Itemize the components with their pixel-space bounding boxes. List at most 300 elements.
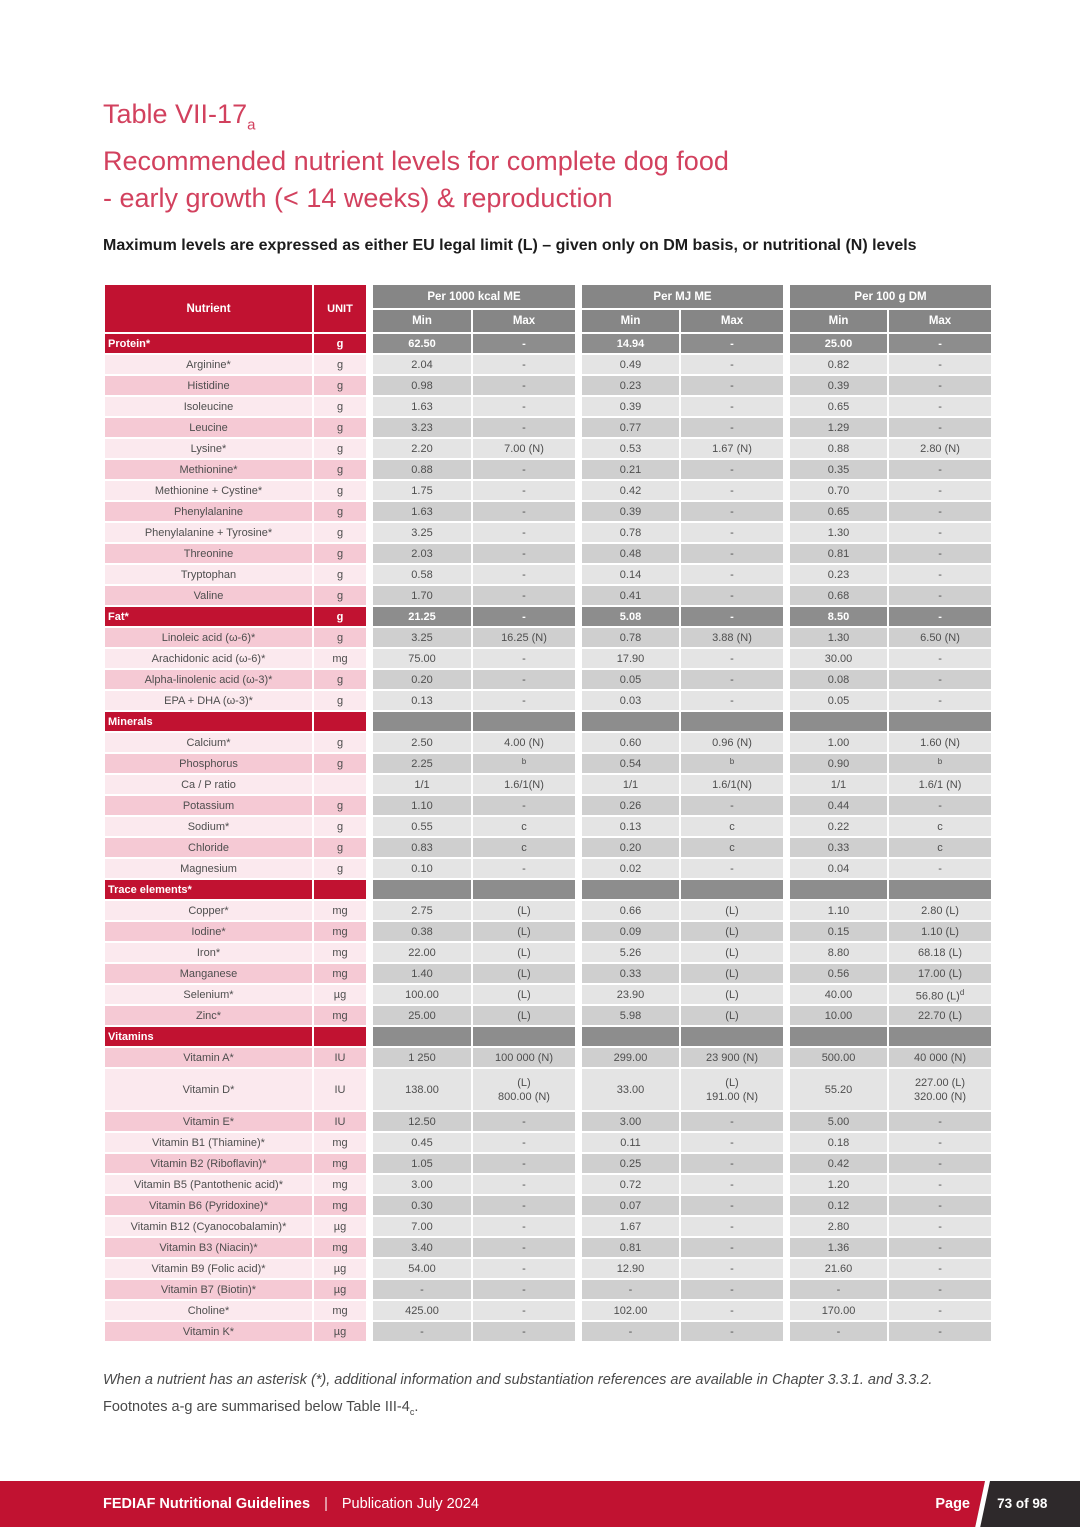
footer-separator: | <box>324 1496 328 1512</box>
table-row <box>105 1175 991 1194</box>
value-cell: - <box>889 334 991 353</box>
value-cell: 0.05 <box>577 670 679 689</box>
footer-brand: FEDIAF Nutritional Guidelines <box>103 1496 311 1512</box>
unit-cell: g <box>314 796 366 815</box>
value-cell: 0.07 <box>577 1196 679 1215</box>
value-cell: 1.05 <box>368 1154 471 1173</box>
value-cell <box>681 712 783 731</box>
value-cell: 2.80 <box>785 1217 887 1236</box>
value-cell: 0.42 <box>577 481 679 500</box>
nutrient-name-cell: Linoleic acid (ω-6)* <box>105 628 312 647</box>
table-row <box>105 1133 991 1152</box>
table-row <box>105 1238 991 1257</box>
value-cell: 40.00 <box>785 985 887 1004</box>
value-cell: 5.98 <box>577 1006 679 1025</box>
value-cell: (L) <box>473 901 575 920</box>
value-cell: 0.08 <box>785 670 887 689</box>
value-cell: 0.54 <box>577 754 679 773</box>
value-cell: - <box>889 502 991 521</box>
value-cell: 21.60 <box>785 1259 887 1278</box>
table-row <box>105 733 991 752</box>
value-cell <box>889 880 991 899</box>
value-cell: - <box>473 1133 575 1152</box>
unit-cell: mg <box>314 649 366 668</box>
nutrient-name-cell: Ca / P ratio <box>105 775 312 794</box>
table-row <box>105 775 991 794</box>
table-row <box>105 985 991 1004</box>
value-cell: 138.00 <box>368 1069 471 1110</box>
value-cell: c <box>681 817 783 836</box>
value-cell: 68.18 (L) <box>889 943 991 962</box>
value-cell: 1.10 <box>368 796 471 815</box>
value-cell: - <box>681 1196 783 1215</box>
value-cell: 1.10 <box>785 901 887 920</box>
value-cell: - <box>473 376 575 395</box>
value-cell <box>577 880 679 899</box>
value-cell: 1.29 <box>785 418 887 437</box>
value-cell: 3.40 <box>368 1238 471 1257</box>
table-number-line <box>103 96 979 143</box>
value-cell: 1.67 <box>577 1217 679 1236</box>
value-cell: 21.25 <box>368 607 471 626</box>
value-cell: 0.20 <box>368 670 471 689</box>
unit-cell: mg <box>314 1154 366 1173</box>
value-cell: - <box>368 1280 471 1299</box>
value-cell: - <box>473 796 575 815</box>
value-cell: 2.80 (N) <box>889 439 991 458</box>
nutrient-name-cell: Iron* <box>105 943 312 962</box>
value-cell: 3.88 (N) <box>681 628 783 647</box>
value-cell: 1.75 <box>368 481 471 500</box>
value-cell: 1/1 <box>785 775 887 794</box>
nutrient-name-cell: Phosphorus <box>105 754 312 773</box>
value-cell: c <box>889 838 991 857</box>
value-cell <box>785 1027 887 1046</box>
table-row <box>105 565 991 584</box>
footer-page-label: Page <box>935 1496 970 1512</box>
table-row <box>105 1069 991 1110</box>
table-row <box>105 1112 991 1131</box>
value-cell: b <box>473 754 575 773</box>
table-row <box>105 691 991 710</box>
nutrient-name-cell: Manganese <box>105 964 312 983</box>
unit-cell: mg <box>314 1133 366 1152</box>
value-cell: 0.03 <box>577 691 679 710</box>
value-cell: - <box>889 1322 991 1341</box>
table-row <box>105 901 991 920</box>
column-header-min: Min <box>577 310 679 332</box>
value-cell: - <box>681 1175 783 1194</box>
value-cell: - <box>681 565 783 584</box>
value-cell: 1 250 <box>368 1048 471 1067</box>
value-cell: (L) <box>473 964 575 983</box>
value-cell: 227.00 (L) 320.00 (N) <box>889 1069 991 1110</box>
value-cell: 0.48 <box>577 544 679 563</box>
value-cell: - <box>889 355 991 374</box>
value-cell: - <box>889 523 991 542</box>
value-cell: 1.6/1(N) <box>473 775 575 794</box>
nutrient-name-cell: Protein* <box>105 334 312 353</box>
value-cell: 0.13 <box>577 817 679 836</box>
value-cell: - <box>681 334 783 353</box>
value-cell: (L) <box>681 985 783 1004</box>
unit-cell: g <box>314 838 366 857</box>
nutrient-name-cell: Histidine <box>105 376 312 395</box>
table-row <box>105 1196 991 1215</box>
value-cell: 4.00 (N) <box>473 733 575 752</box>
value-cell <box>577 1027 679 1046</box>
nutrient-name-cell: Alpha-linolenic acid (ω-3)* <box>105 670 312 689</box>
footnote-italic: When a nutrient has an asterisk (*), additional information and substantiation references are available in Chapter 3.3.1. and 3.3.2. <box>103 1372 933 1389</box>
value-cell: 0.11 <box>577 1133 679 1152</box>
value-cell: - <box>577 1280 679 1299</box>
value-cell: - <box>889 670 991 689</box>
page-title <box>103 96 979 217</box>
unit-cell: IU <box>314 1069 366 1110</box>
value-cell: 0.15 <box>785 922 887 941</box>
table-row <box>105 1048 991 1067</box>
value-cell <box>889 1027 991 1046</box>
value-cell: 25.00 <box>368 1006 471 1025</box>
value-cell: 0.58 <box>368 565 471 584</box>
value-cell: 0.02 <box>577 859 679 878</box>
value-cell: - <box>473 1301 575 1320</box>
value-cell: - <box>681 544 783 563</box>
group-header-per-1000kcal: Per 1000 kcal ME <box>368 285 575 308</box>
value-cell: - <box>473 1259 575 1278</box>
value-cell: - <box>889 397 991 416</box>
value-cell: - <box>785 1280 887 1299</box>
nutrient-name-cell: Lysine* <box>105 439 312 458</box>
value-cell <box>368 880 471 899</box>
value-cell: b <box>681 754 783 773</box>
value-cell: 2.04 <box>368 355 471 374</box>
value-cell <box>681 1027 783 1046</box>
table-row <box>105 1027 991 1046</box>
value-cell: 30.00 <box>785 649 887 668</box>
value-cell: - <box>681 1322 783 1341</box>
nutrient-name-cell: Vitamin B2 (Riboflavin)* <box>105 1154 312 1173</box>
value-cell: 0.55 <box>368 817 471 836</box>
table-row <box>105 943 991 962</box>
unit-cell: µg <box>314 1217 366 1236</box>
group-header-per-100g-dm: Per 100 g DM <box>785 285 991 308</box>
value-cell: 33.00 <box>577 1069 679 1110</box>
nutrient-name-cell: Copper* <box>105 901 312 920</box>
value-cell: 40 000 (N) <box>889 1048 991 1067</box>
value-cell: 1.00 <box>785 733 887 752</box>
table-row <box>105 922 991 941</box>
value-cell: - <box>889 1175 991 1194</box>
nutrient-name-cell: Vitamin B1 (Thiamine)* <box>105 1133 312 1152</box>
table-row <box>105 418 991 437</box>
value-cell: 2.25 <box>368 754 471 773</box>
value-cell: - <box>681 376 783 395</box>
value-cell: 23 900 (N) <box>681 1048 783 1067</box>
value-cell: - <box>473 1175 575 1194</box>
value-cell: - <box>889 1154 991 1173</box>
value-cell: - <box>681 460 783 479</box>
value-cell: 3.25 <box>368 523 471 542</box>
nutrient-name-cell: Valine <box>105 586 312 605</box>
value-cell: 0.82 <box>785 355 887 374</box>
value-cell: 54.00 <box>368 1259 471 1278</box>
value-cell: 0.39 <box>577 397 679 416</box>
value-cell: (L) 191.00 (N) <box>681 1069 783 1110</box>
footnote-period: . <box>414 1399 419 1416</box>
footnote-regular: Footnotes a-g are summarised below Table III-4 <box>103 1399 410 1416</box>
value-cell: (L) <box>681 943 783 962</box>
value-cell: 17.00 (L) <box>889 964 991 983</box>
value-cell: - <box>889 418 991 437</box>
value-cell: 25.00 <box>785 334 887 353</box>
unit-cell: g <box>314 397 366 416</box>
value-cell: 0.78 <box>577 628 679 647</box>
table-row <box>105 712 991 731</box>
value-cell: 1.40 <box>368 964 471 983</box>
table-row <box>105 586 991 605</box>
table-row <box>105 397 991 416</box>
value-cell: 16.25 (N) <box>473 628 575 647</box>
table-row <box>105 670 991 689</box>
value-cell: - <box>681 1217 783 1236</box>
value-cell: 7.00 <box>368 1217 471 1236</box>
column-header-max: Max <box>681 310 783 332</box>
title-line-3: - early growth (< 14 weeks) & reproduction <box>103 183 613 214</box>
value-cell <box>785 712 887 731</box>
unit-cell: g <box>314 691 366 710</box>
value-cell: 0.53 <box>577 439 679 458</box>
unit-cell: g <box>314 859 366 878</box>
table-row <box>105 355 991 374</box>
value-cell: 6.50 (N) <box>889 628 991 647</box>
value-cell: 0.30 <box>368 1196 471 1215</box>
nutrient-name-cell: Vitamin B3 (Niacin)* <box>105 1238 312 1257</box>
unit-cell: mg <box>314 1238 366 1257</box>
value-cell <box>368 1027 471 1046</box>
value-cell: (L) <box>681 964 783 983</box>
unit-cell: g <box>314 733 366 752</box>
value-cell: 12.50 <box>368 1112 471 1131</box>
value-cell: - <box>473 670 575 689</box>
value-cell: 3.23 <box>368 418 471 437</box>
value-cell <box>681 880 783 899</box>
value-cell: 2.80 (L) <box>889 901 991 920</box>
value-cell: - <box>681 691 783 710</box>
value-cell <box>473 880 575 899</box>
value-cell: 3.00 <box>368 1175 471 1194</box>
unit-cell: g <box>314 439 366 458</box>
value-cell: 425.00 <box>368 1301 471 1320</box>
value-cell: - <box>681 1259 783 1278</box>
nutrient-name-cell: Phenylalanine + Tyrosine* <box>105 523 312 542</box>
column-header-unit: UNIT <box>314 285 366 332</box>
unit-cell: IU <box>314 1048 366 1067</box>
value-cell: 5.00 <box>785 1112 887 1131</box>
unit-cell: g <box>314 502 366 521</box>
table-number-subscript: a <box>247 116 256 134</box>
value-cell: 0.77 <box>577 418 679 437</box>
unit-cell: g <box>314 523 366 542</box>
nutrient-name-cell: Arachidonic acid (ω-6)* <box>105 649 312 668</box>
value-cell: 3.25 <box>368 628 471 647</box>
table-row <box>105 649 991 668</box>
value-cell: 1.30 <box>785 523 887 542</box>
value-cell: 0.14 <box>577 565 679 584</box>
footer-bar <box>0 1481 1080 1527</box>
unit-cell: g <box>314 586 366 605</box>
value-cell: (L) <box>473 985 575 1004</box>
unit-cell: g <box>314 355 366 374</box>
unit-cell <box>314 712 366 731</box>
value-cell: - <box>473 502 575 521</box>
table-row <box>105 817 991 836</box>
unit-cell: g <box>314 607 366 626</box>
nutrient-table <box>103 283 993 1343</box>
value-cell: - <box>681 586 783 605</box>
value-cell: 170.00 <box>785 1301 887 1320</box>
value-cell: - <box>681 355 783 374</box>
value-cell: - <box>681 1280 783 1299</box>
value-cell: 1.6/1 (N) <box>889 775 991 794</box>
value-cell: 1.63 <box>368 502 471 521</box>
value-cell: - <box>681 649 783 668</box>
value-cell: 102.00 <box>577 1301 679 1320</box>
value-cell: 0.09 <box>577 922 679 941</box>
value-cell: - <box>473 649 575 668</box>
value-cell: - <box>889 376 991 395</box>
value-cell: - <box>889 796 991 815</box>
value-cell: 7.00 (N) <box>473 439 575 458</box>
value-cell: - <box>889 1259 991 1278</box>
group-header-per-mj: Per MJ ME <box>577 285 783 308</box>
value-cell: 0.68 <box>785 586 887 605</box>
value-cell: - <box>473 544 575 563</box>
value-cell: - <box>473 691 575 710</box>
value-cell: 0.04 <box>785 859 887 878</box>
value-cell: - <box>681 1238 783 1257</box>
nutrient-name-cell: Fat* <box>105 607 312 626</box>
unit-cell: mg <box>314 1006 366 1025</box>
value-cell: 10.00 <box>785 1006 887 1025</box>
unit-cell: µg <box>314 985 366 1004</box>
value-cell: 0.22 <box>785 817 887 836</box>
value-cell: - <box>889 544 991 563</box>
nutrient-name-cell: Leucine <box>105 418 312 437</box>
value-cell: - <box>681 397 783 416</box>
unit-cell: µg <box>314 1280 366 1299</box>
unit-cell: mg <box>314 1175 366 1194</box>
unit-cell <box>314 1027 366 1046</box>
value-cell: - <box>681 523 783 542</box>
value-cell: - <box>473 481 575 500</box>
value-cell <box>473 712 575 731</box>
value-cell: 0.78 <box>577 523 679 542</box>
unit-cell: g <box>314 334 366 353</box>
value-cell: - <box>785 1322 887 1341</box>
value-cell: 100 000 (N) <box>473 1048 575 1067</box>
value-cell: 0.65 <box>785 502 887 521</box>
value-cell: 0.21 <box>577 460 679 479</box>
table-number: Table VII-17 <box>103 99 248 129</box>
value-cell: c <box>473 817 575 836</box>
value-cell: 0.83 <box>368 838 471 857</box>
nutrient-name-cell: Vitamin K* <box>105 1322 312 1341</box>
table-row <box>105 796 991 815</box>
value-cell: 1.36 <box>785 1238 887 1257</box>
value-cell <box>577 712 679 731</box>
page-content <box>103 0 979 1426</box>
nutrient-name-cell: Methionine + Cystine* <box>105 481 312 500</box>
value-cell <box>368 712 471 731</box>
value-cell: b <box>889 754 991 773</box>
table-row <box>105 1154 991 1173</box>
unit-cell: mg <box>314 1301 366 1320</box>
value-cell: 0.25 <box>577 1154 679 1173</box>
value-cell: (L) <box>473 922 575 941</box>
value-cell: - <box>681 670 783 689</box>
nutrient-name-cell: Iodine* <box>105 922 312 941</box>
value-cell: - <box>681 1133 783 1152</box>
table-row <box>105 1259 991 1278</box>
nutrient-name-cell: Vitamin B5 (Pantothenic acid)* <box>105 1175 312 1194</box>
unit-cell: g <box>314 481 366 500</box>
nutrient-name-cell: Isoleucine <box>105 397 312 416</box>
value-cell: (L) <box>681 901 783 920</box>
value-cell: - <box>889 460 991 479</box>
value-cell: - <box>368 1322 471 1341</box>
value-cell: 5.26 <box>577 943 679 962</box>
value-cell: - <box>681 418 783 437</box>
value-cell: - <box>889 691 991 710</box>
value-cell: - <box>681 481 783 500</box>
value-cell: - <box>681 502 783 521</box>
value-cell: 22.00 <box>368 943 471 962</box>
value-cell: 2.50 <box>368 733 471 752</box>
value-cell: (L) <box>681 1006 783 1025</box>
value-cell: 17.90 <box>577 649 679 668</box>
value-cell: 0.45 <box>368 1133 471 1152</box>
nutrient-name-cell: Zinc* <box>105 1006 312 1025</box>
value-cell: 2.20 <box>368 439 471 458</box>
table-row <box>105 1006 991 1025</box>
value-cell: 8.80 <box>785 943 887 962</box>
value-cell: 3.00 <box>577 1112 679 1131</box>
value-cell: 0.05 <box>785 691 887 710</box>
value-cell: 0.72 <box>577 1175 679 1194</box>
value-cell: - <box>889 565 991 584</box>
value-cell: 0.66 <box>577 901 679 920</box>
unit-cell: g <box>314 817 366 836</box>
unit-cell: IU <box>314 1112 366 1131</box>
value-cell: 0.23 <box>577 376 679 395</box>
unit-cell: mg <box>314 1196 366 1215</box>
value-cell: - <box>889 481 991 500</box>
value-cell: 56.80 $(L)^d$ <box>889 985 991 1004</box>
nutrient-name-cell: Vitamin E* <box>105 1112 312 1131</box>
value-cell: - <box>889 1280 991 1299</box>
nutrient-name-cell: EPA + DHA (ω-3)* <box>105 691 312 710</box>
table-row <box>105 1301 991 1320</box>
value-cell: 100.00 <box>368 985 471 1004</box>
value-cell: - <box>473 565 575 584</box>
value-cell: - <box>889 1238 991 1257</box>
value-cell: (L) <box>473 943 575 962</box>
table-row <box>105 838 991 857</box>
value-cell: 500.00 <box>785 1048 887 1067</box>
unit-cell: mg <box>314 922 366 941</box>
value-cell: - <box>473 460 575 479</box>
